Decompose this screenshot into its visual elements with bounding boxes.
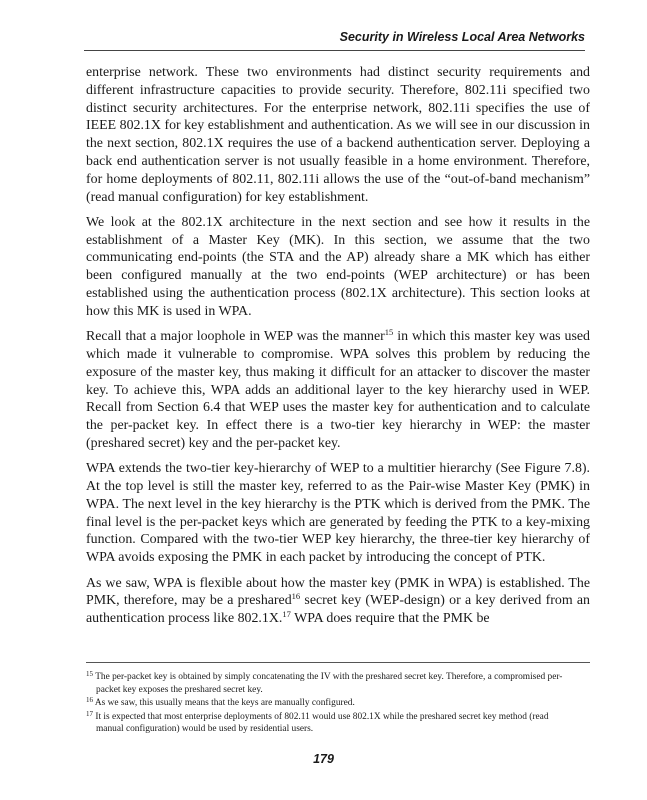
footnote-rule (86, 662, 590, 663)
paragraph (86, 328, 590, 453)
paragraph-text: secret key (WEP-design) or a key derived from an authentication process like 802.1X. (86, 593, 590, 627)
paragraph (86, 575, 590, 628)
footnote-ref: 17 (282, 609, 291, 620)
header-rule (84, 50, 585, 51)
footnote-ref: 16 (291, 591, 301, 602)
footnote (86, 711, 566, 736)
paragraph-text: Recall that a major loophole in WEP was the manner (86, 329, 385, 345)
paragraph-text: As we saw, WPA is flexible about how the master key (PMK in WPA) is established. The PMK, therefore, may be a preshared (86, 575, 590, 609)
page-number: 179 (313, 752, 334, 766)
paragraph-text: WPA does require that the PMK be (290, 611, 490, 627)
footnote-text: As we saw, this usually means that the keys are manually configured. (94, 698, 355, 709)
footnote-number: 15 (86, 670, 93, 678)
footnote (86, 671, 566, 696)
footnote-text: The per-packet key is obtained by simply concatenating the IV with the preshared secret key. Therefore, a compromised per-packet key exposes the preshared secret key. (95, 672, 563, 695)
footnote-number: 16 (86, 696, 93, 705)
footnote-text: It is expected that most enterprise deployments of 802.11 would use 802.1X while the preshared secret key method (read manual configuration) would be used by residential users. (95, 711, 549, 735)
footnote (86, 697, 566, 710)
running-header: Security in Wireless Local Area Networks (339, 30, 585, 44)
footnote-ref: 15 (384, 327, 394, 338)
paragraph: We look at the 802.1X architecture in the next section and see how it results in the establishment of a Master Key (MK). In this section, we assume that the two communicating end-points (the STA and the AP) already share a MK which has either been configured manually at the two end-points (WEP architecture) or has been established using the authentication process (802.1X architecture). This section looks at how this MK is used in WPA. (86, 214, 590, 319)
paragraph-text: in which this master key was used which made it vulnerable to compromise. WPA solves this problem by reducing the exposure of the master key, thus making it difficult for an attacker to discover the master key. To achieve this, WPA adds an additional layer to the key hierarchy used in WEP. Recall from Section 6.4 that WEP uses the master key for authentication and to calculate the per-packet key. In effect there is a two-tier key hierarchy in WEP: the master (preshared secret) key and the per-packet key. (86, 329, 590, 451)
paragraph: enterprise network. These two environments had distinct security requirements and different infrastructure capacities to provide security. Therefore, 802.11i specified two distinct security architectures. For the enterprise network, 802.11i specifies the use of IEEE 802.1X for key establishment and authentication. As we will see in our discussion in the next section, 802.1X requires the use of a backend authentication server. Deploying a back end authentication server is not usually feasible in a home environment. Therefore, for home deployments of 802.11, 802.11i allows the use of the “out-of-band mechanism” (read manual configuration) for key establishment. (86, 65, 590, 205)
body-text (86, 64, 590, 635)
paragraph: WPA extends the two-tier key-hierarchy of WEP to a multitier hierarchy (See Figure 7.8). At the top level is still the master key, referred to as the Pair-wise Master Key (PMK) in WPA. The next level in the key hierarchy is the PTK which is derived from the PMK. The final level is the per-packet keys which are generated by feeding the PTK to a key-mixing function. Compared with the two-tier WEP key hierarchy, the three-tier key hierarchy of WPA avoids exposing the PMK in each packet by introducing the concept of PTK. (86, 461, 590, 566)
footnote-number: 17 (86, 709, 93, 718)
footnotes (86, 671, 566, 737)
